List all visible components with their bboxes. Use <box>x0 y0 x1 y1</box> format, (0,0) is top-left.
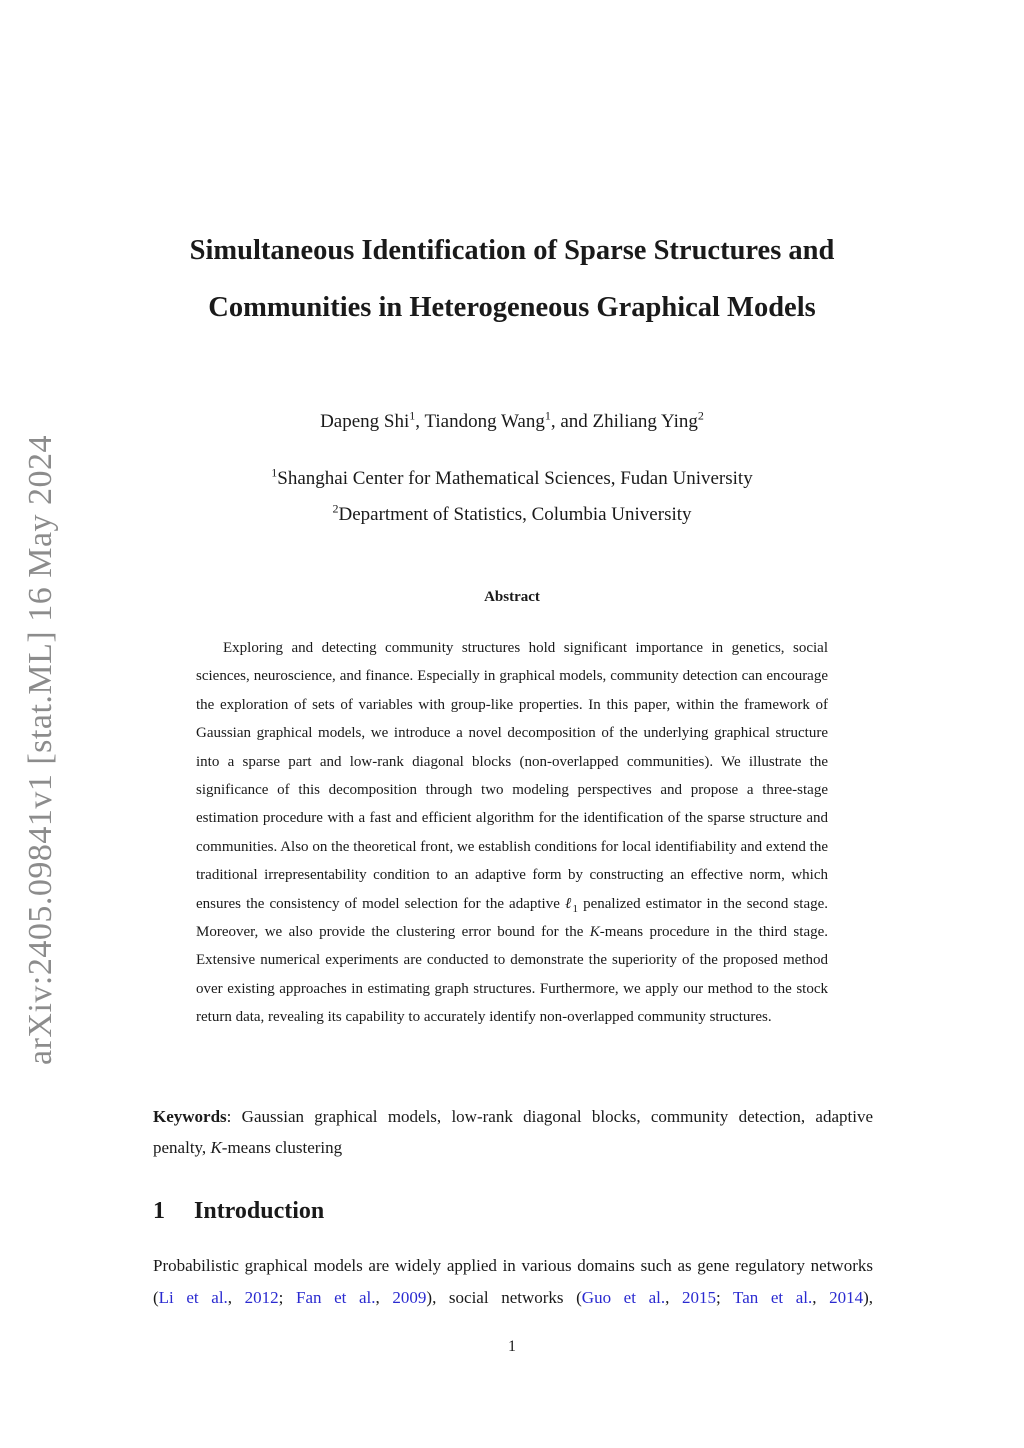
citation-year-link[interactable]: 2009 <box>392 1287 427 1307</box>
intro-text: ), social networks ( <box>426 1287 582 1307</box>
affiliation-mark: 1 <box>271 465 278 480</box>
author-name: Tiandong Wang <box>424 411 545 432</box>
introduction-paragraph <box>153 1250 873 1313</box>
author-affiliation-mark: 1 <box>544 408 551 423</box>
keywords-text: : Gaussian graphical models, low-rank diagonal blocks, community detection, adaptive penalty, <box>153 1107 873 1157</box>
citation-link[interactable]: Fan et al. <box>296 1287 376 1307</box>
citation-separator: , <box>227 1287 245 1307</box>
citation-year-link[interactable]: 2012 <box>244 1287 279 1307</box>
abstract-heading: Abstract <box>484 589 540 605</box>
math-k: K <box>210 1138 222 1157</box>
math-subscript: 1 <box>572 902 579 915</box>
arxiv-identifier-stamp: arXiv:2405.09841v1 [stat.ML] 16 May 2024 <box>22 434 59 1065</box>
author-list <box>150 408 874 436</box>
intro-text: Probabilistic graphical models are widely applied in various domains such as gene regulatory networks ( <box>153 1256 873 1307</box>
citation-separator: ; <box>715 1287 733 1307</box>
citation-link[interactable]: Li et al. <box>158 1287 228 1307</box>
keywords-text: -means clustering <box>221 1138 343 1157</box>
abstract-body <box>196 634 828 1032</box>
citation-link[interactable]: Guo et al. <box>581 1287 666 1307</box>
author-affiliation-mark: 2 <box>697 408 704 423</box>
section-number: 1 <box>153 1198 165 1224</box>
citation-separator: , <box>665 1287 682 1307</box>
keywords-label: Keywords <box>153 1107 227 1126</box>
paper-title: Simultaneous Identification of Sparse Structures and Communities in Heterogeneous Graphical Models <box>189 235 835 323</box>
author-separator: , and <box>550 411 593 432</box>
citation-year-link[interactable]: 2014 <box>829 1287 864 1307</box>
citation-separator: , <box>375 1287 393 1307</box>
author-separator: , <box>415 411 425 432</box>
affiliation-mark: 2 <box>332 501 339 516</box>
abstract-text: Exploring and detecting community structures hold significant importance in genetics, social sciences, neuroscience, and finance. Especially in graphical models, community detection can encourage the exploration of sets of variables with group-like properties. In this paper, within the framework of Gaussian graphical models, we introduce a novel decomposition of the underlying graphical structure into a sparse part and low-rank diagonal blocks (non-overlapped communities). We illustrate the significance of this decomposition through two modeling perspectives and propose a three-stage estimation procedure with a fast and efficient algorithm for the identification of the sparse structure and communities. Also on the theoretical front, we establish conditions for local identifiability and extend the traditional irrepresentability condition to an adaptive form by constructing an effective norm, which ensures the consistency of model selection for the adaptive <box>196 640 828 912</box>
affiliation <box>150 461 874 497</box>
author-affiliation-mark: 1 <box>409 408 416 423</box>
affiliation-list <box>150 461 874 533</box>
citation-link[interactable]: Tan et al. <box>733 1287 813 1307</box>
author-name: Dapeng Shi <box>320 411 410 432</box>
section-heading <box>153 1198 324 1225</box>
keywords <box>153 1101 873 1163</box>
citation-separator: ; <box>278 1287 297 1307</box>
abstract-text: -means procedure in the third stage. Extensive numerical experiments are conducted to demonstrate the superiority of the proposed method over existing approaches in estimating graph structures. Furthermore, we apply our method to the stock return data, revealing its capability to accurately identify non-overlapped community structures. <box>196 924 829 1026</box>
intro-text: ), <box>863 1287 874 1307</box>
citation-year-link[interactable]: 2015 <box>681 1287 716 1307</box>
abstract-text: penalized estimator in the second stage. Moreover, we also provide the clustering error bound for the <box>196 895 829 941</box>
page-number: 1 <box>508 1338 516 1355</box>
affiliation <box>150 497 874 533</box>
author-name: Zhiliang Ying <box>592 411 698 432</box>
math-k: K <box>589 924 600 941</box>
math-ell: ℓ <box>564 895 573 912</box>
affiliation-text: Shanghai Center for Mathematical Sciences, Fudan University <box>277 468 753 489</box>
section-title: Introduction <box>194 1198 325 1224</box>
affiliation-text: Department of Statistics, Columbia University <box>338 504 692 525</box>
citation-separator: , <box>812 1287 830 1307</box>
